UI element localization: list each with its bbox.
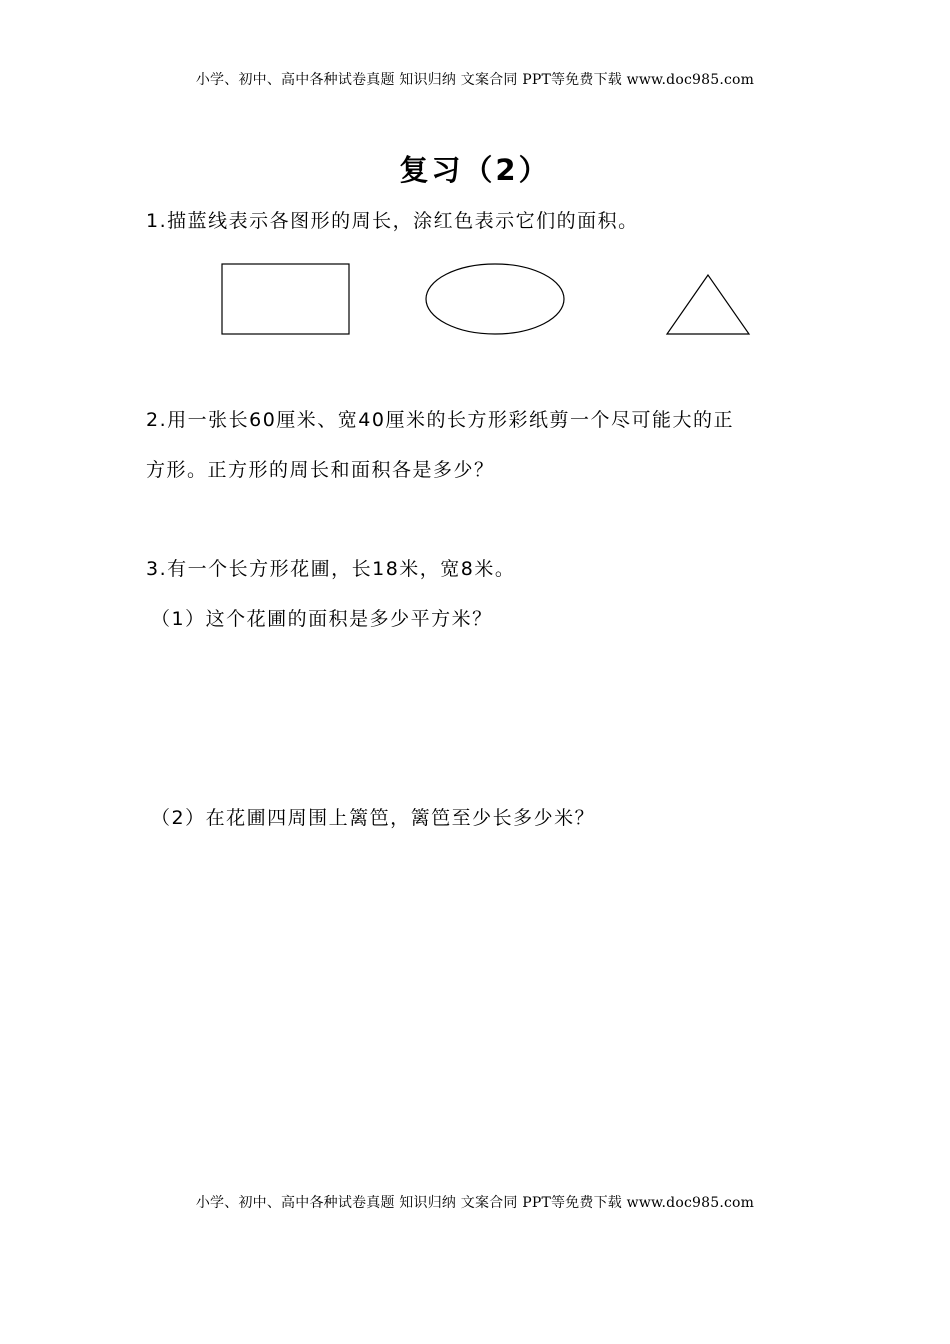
question-3-part-1: （1）这个花圃的面积是多少平方米？ [151, 608, 493, 630]
triangle-shape [667, 275, 749, 334]
question-2-line-1: 2.用一张长60厘米、宽40厘米的长方形彩纸剪一个尽可能大的正 [146, 409, 734, 431]
page-header: 小学、初中、高中各种试卷真题 知识归纳 文案合同 PPT等免费下载 www.doc985.com [195, 72, 755, 88]
ellipse-shape [426, 264, 564, 334]
question-3: 3.有一个长方形花圃，长18米，宽8米。 [146, 558, 516, 580]
page-footer: 小学、初中、高中各种试卷真题 知识归纳 文案合同 PPT等免费下载 www.doc985.com [195, 1195, 755, 1211]
rectangle-shape [222, 264, 349, 334]
shapes-figure [0, 250, 950, 350]
question-2-line-2: 方形。正方形的周长和面积各是多少？ [146, 459, 495, 481]
question-3-part-2: （2）在花圃四周围上篱笆，篱笆至少长多少米？ [151, 807, 596, 829]
page-title: 复习（2） [399, 153, 551, 187]
question-1: 1.描蓝线表示各图形的周长，涂红色表示它们的面积。 [146, 210, 639, 232]
